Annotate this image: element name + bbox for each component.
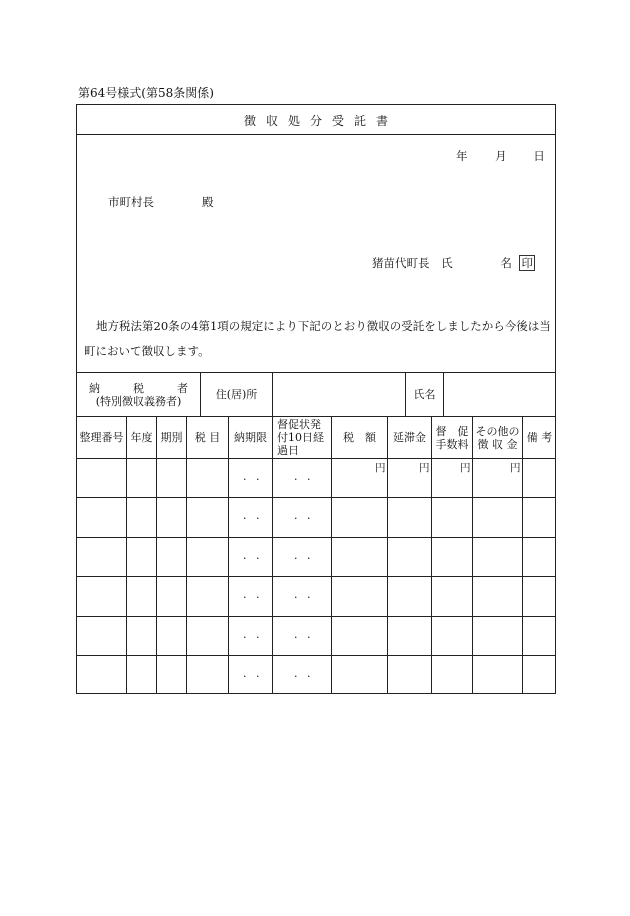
address-label: 住(居)所 [215,388,258,401]
notice-date-dots: . . [294,667,314,680]
addressee-honorific: 殿 [202,195,214,209]
row-divider [76,576,556,577]
form-number: 第64号様式(第58条関係) [78,86,214,100]
header-remarks: 備 考 [526,431,553,444]
title-divider [76,134,556,135]
header-tax-item: 税 目 [194,431,221,444]
yen-unit-late-fee: 円 [419,462,430,474]
seal-mark: 印 [521,256,533,270]
row-divider [76,497,556,498]
day-label: 日 [533,149,545,163]
notice-date-dots: . . [294,470,314,483]
notice-date-dots: . . [294,588,314,601]
notice-date-dots: . . [294,509,314,522]
yen-unit-reminder-fee: 円 [460,462,471,474]
header-late-fee: 延滞金 [393,431,426,444]
document-title: 徴 収 処 分 受 託 書 [243,114,389,128]
header-period: 期別 [160,431,183,444]
header-divider [76,458,556,459]
deadline-dots: . . [243,588,263,601]
deadline-dots: . . [243,470,263,483]
addressee-line [108,194,214,210]
row-divider [76,537,556,538]
deadline-dots: . . [243,509,263,522]
notice-date-dots: . . [294,628,314,641]
yen-unit-other: 円 [510,462,521,474]
taxpayer-col-divider [443,372,444,416]
sender-office: 猪苗代町長 [372,256,430,270]
taxpayer-col-divider [272,372,273,416]
month-label: 月 [495,149,507,163]
year-label: 年 [456,149,468,163]
yen-unit-tax: 円 [375,462,386,474]
header-ref-no: 整理番号 [79,431,124,444]
header-tax-amount: 税 額 [343,431,376,444]
deadline-dots: . . [243,549,263,562]
sender-mei: 名 [500,256,512,270]
header-deadline: 納期限 [234,431,267,444]
header-notice-date: 督促状発 付10日経 過日 [277,418,324,457]
sender-line [372,255,535,271]
body-text: 地方税法第20条の4第1項の規定により下記のとおり徴収の受託をしましたから今後は当町において徴収します。 [84,319,551,358]
row-divider [76,655,556,656]
header-reminder-fee: 督 促 手数料 [435,424,469,451]
addressee-name: 市町村長 [108,195,154,209]
sender-shi: 氏 [441,256,453,270]
header-other-collections: その他の 徴 収 金 [475,424,520,451]
taxpayer-label: 納 税 者 (特別徴収義務者) [89,381,188,408]
name-label: 氏名 [413,388,436,401]
notice-date-dots: . . [294,549,314,562]
row-divider [76,616,556,617]
header-year: 年度 [130,431,153,444]
deadline-dots: . . [243,667,263,680]
deadline-dots: . . [243,628,263,641]
date-line [456,148,545,164]
